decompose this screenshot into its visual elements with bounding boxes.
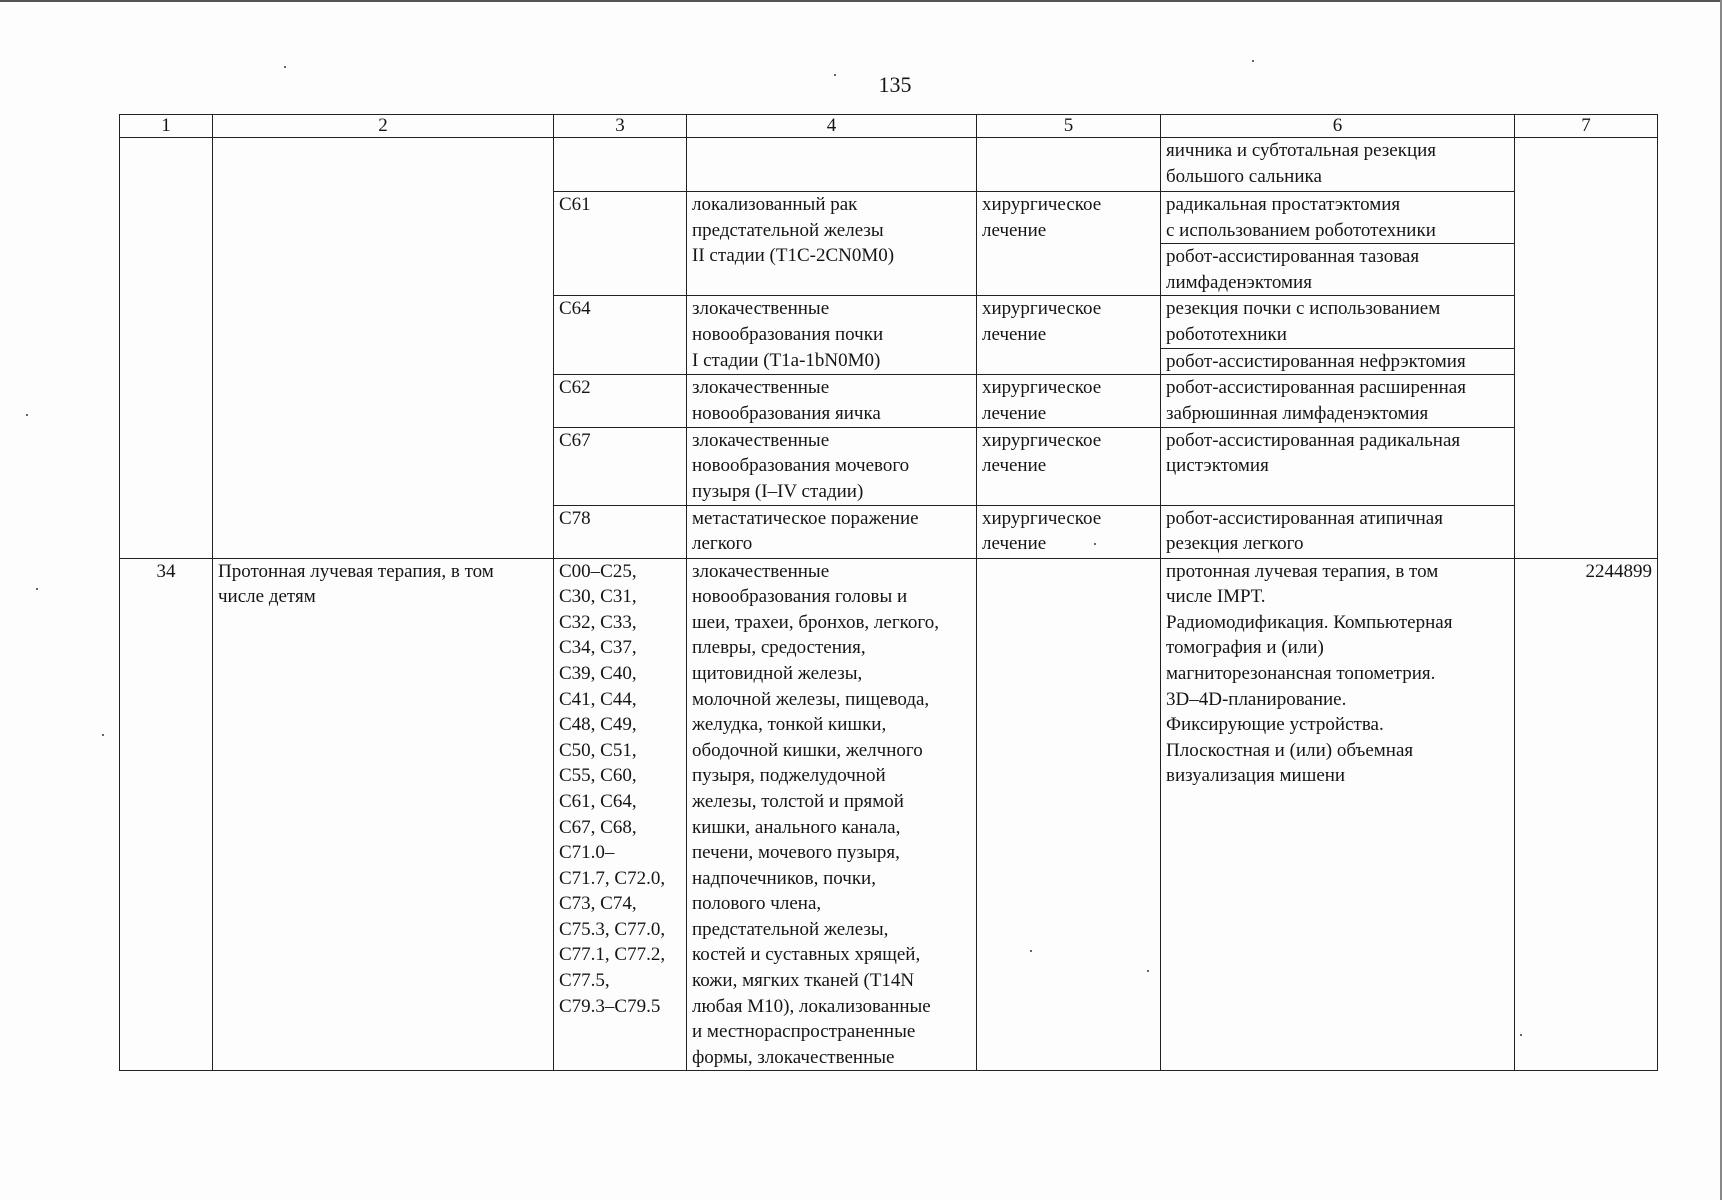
scan-speck [36,588,38,590]
code-cell [554,138,687,192]
method-text: робот-ассистированная тазовая лимфаденэктомия [1161,243,1514,295]
code-cell: С78 [554,505,687,558]
number-cell: 34 [120,558,213,1071]
diagnosis-cell [687,138,977,192]
header-cell: 1 [120,115,213,138]
method-cell [1161,192,1515,296]
header-cell: 3 [554,115,687,138]
code-cell: С00–С25, С30, С31, С32, С33, С34, С37, С39, С40, С41, С44, С48, С49, С50, С51, С55, С60, С61, С64, С67, С68, С71.0– С71.7, С72.0, С73, С74, С75.3, С77.0, С77.1, С77.2, С77.5, С79.3–С79.5 [554,558,687,1071]
method-cell: яичника и субтотальная резекция большого сальника [1161,138,1515,192]
header-row [120,115,1658,138]
diagnosis-cell: метастатическое поражение легкого [687,505,977,558]
method-cell [1161,296,1515,375]
price-cell: 2244899 [1515,558,1658,1071]
code-cell: С62 [554,375,687,427]
diagnosis-cell: злокачественные новообразования головы и шеи, трахеи, бронхов, легкого, плевры, средостения, щитовидной железы, молочной железы, пищевода, желудка, тонкой кишки, ободочной кишки, желчного пузыря, поджелудочной железы, толстой и прямой кишки, анального канала, печени, мочевого пузыря, надпочечников, почки, полового члена, предстательной железы, костей и суставных хрящей, кожи, мягких тканей (T14N любая M10), локализованные и местнораспространенные формы, злокачественные [687,558,977,1071]
code-cell: С64 [554,296,687,375]
diagnosis-cell: злокачественные новообразования почки I стадии (T1a-1bN0M0) [687,296,977,375]
diagnosis-cell: злокачественные новообразования мочевого пузыря (I–IV стадии) [687,427,977,505]
treatment-cell: хирургическое лечение [977,427,1161,505]
method-cell: робот-ассистированная расширенная забрюшинная лимфаденэктомия [1161,375,1515,427]
diagnosis-cell: локализованный рак предстательной железы II стадии (Т1С-2CN0M0) [687,192,977,296]
scan-speck [26,414,28,416]
treatment-cell [977,138,1161,192]
header-cell: 5 [977,115,1161,138]
header-cell: 6 [1161,115,1515,138]
treatment-cell: хирургическое лечение [977,375,1161,427]
method-text: резекция почки с использованием робототехники [1166,298,1441,345]
method-text: радикальная простатэктомия с использованием робототехники [1166,194,1436,241]
header-cell: 4 [687,115,977,138]
code-cell: С61 [554,192,687,296]
table-row [120,138,1658,192]
procedures-table [119,114,1658,1071]
scan-edge-top [0,0,1722,2]
method-cell: робот-ассистированная атипичная резекция легкого [1161,505,1515,558]
table-row-34 [120,558,1658,1071]
page-number: 135 [878,72,912,97]
number-cell [120,138,213,559]
diagnosis-cell: злокачественные новообразования яичка [687,375,977,427]
procedure-name-cell [213,138,554,559]
scan-speck [284,66,286,68]
scan-speck [1252,60,1254,62]
header-cell: 7 [1515,115,1658,138]
treatment-cell [977,558,1161,1071]
treatment-cell: хирургическое лечение [977,296,1161,375]
treatment-cell: хирургическое лечение [977,192,1161,296]
header-cell: 2 [213,115,554,138]
method-cell: протонная лучевая терапия, в том числе IMPT. Радиомодификация. Компьютерная томография и (или) магниторезонансная топометрия. 3D–4D-планирование. Фиксирующие устройства. Плоскостная и (или) объемная визуализация мишени [1161,558,1515,1071]
code-cell: С67 [554,427,687,505]
price-cell [1515,138,1658,559]
procedure-name-cell: Протонная лучевая терапия, в том числе детям [213,558,554,1071]
method-text: робот-ассистированная нефрэктомия [1161,348,1514,375]
scan-speck [102,734,104,736]
method-cell: робот-ассистированная радикальная цистэктомия [1161,427,1515,505]
treatment-cell: хирургическое лечение [977,505,1161,558]
